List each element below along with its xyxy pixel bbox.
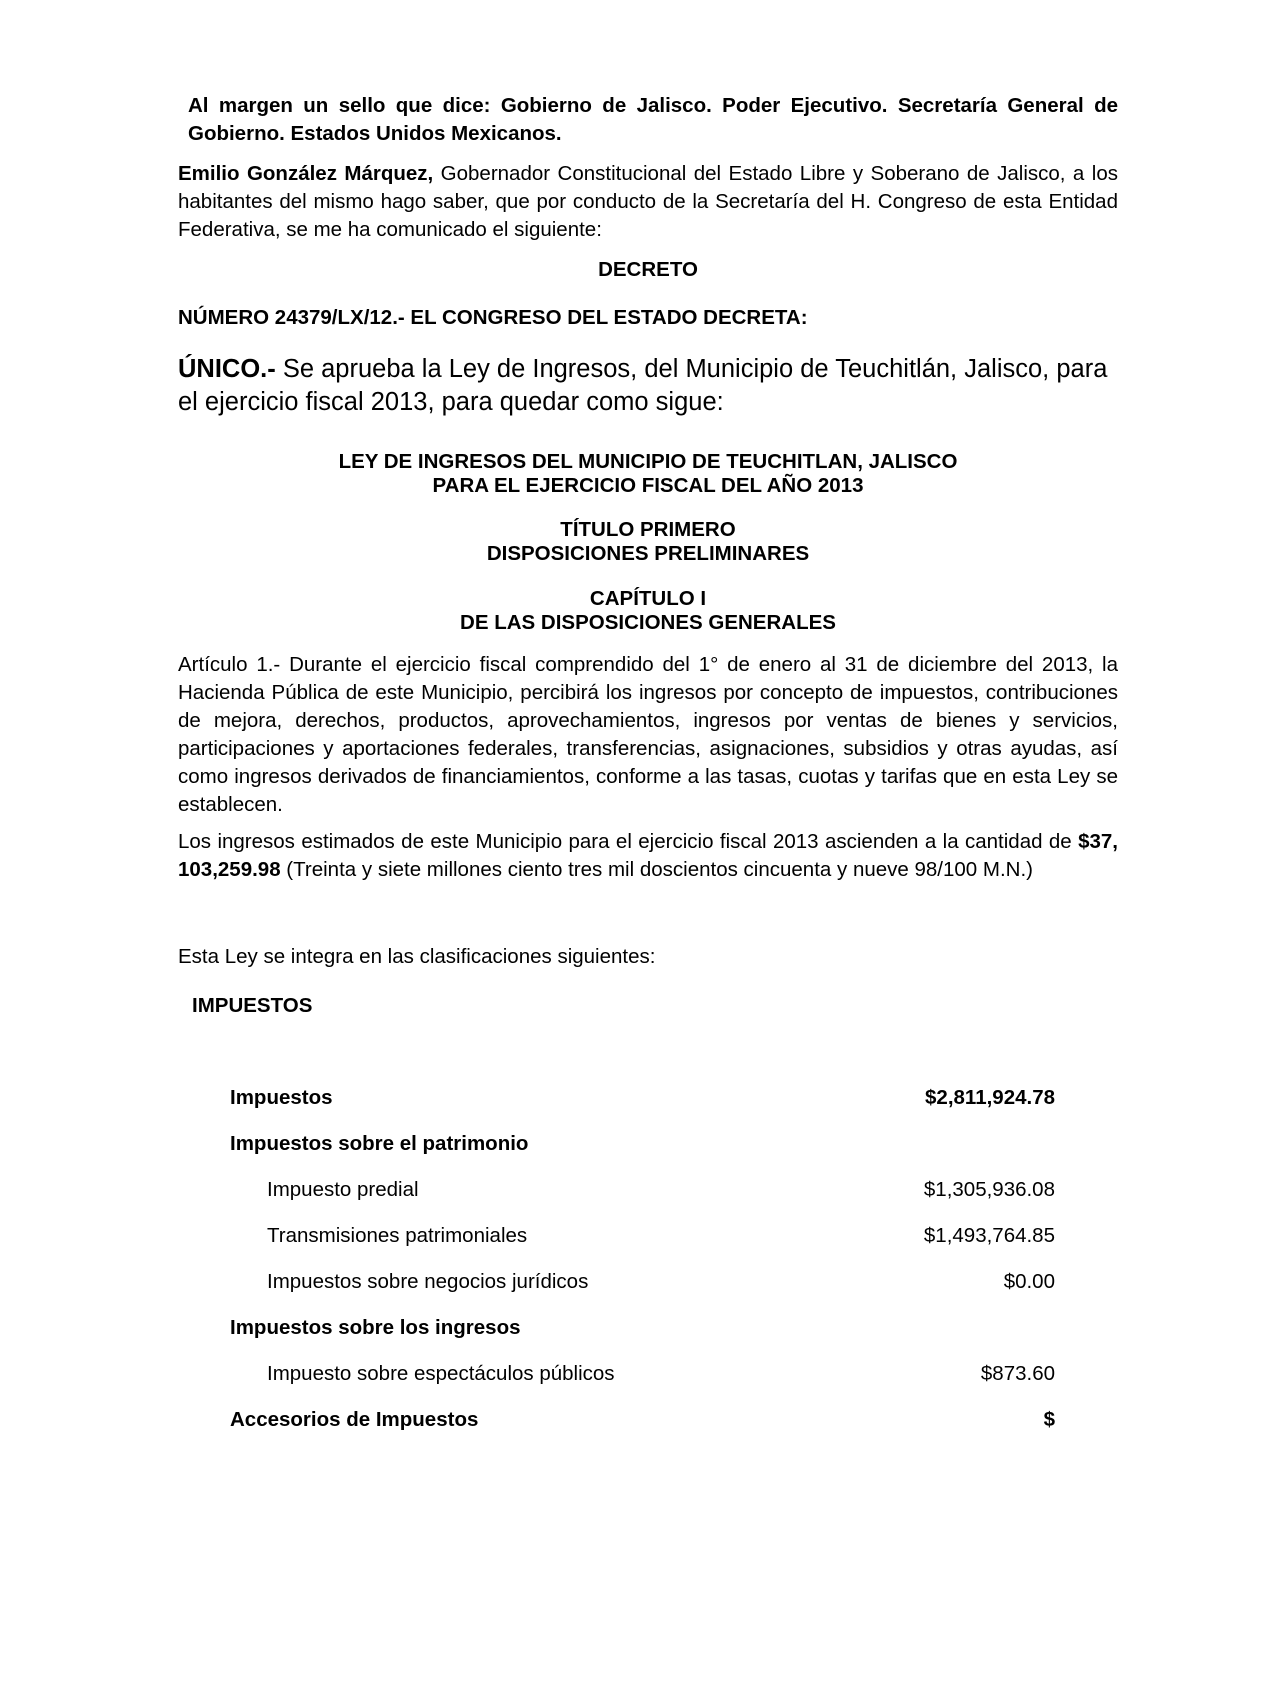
unico-text: Se aprueba la Ley de Ingresos, del Municipio de Teuchitlán, Jalisco, para el ejercicio fiscal 2013, para quedar como sigue:	[178, 355, 1108, 416]
row-label: Impuestos sobre los ingresos	[230, 1316, 521, 1339]
row-amount: $873.60	[980, 1362, 1055, 1385]
classification-intro: Esta Ley se integra en las clasificaciones siguientes:	[178, 945, 656, 968]
row-amount: $1,305,936.08	[923, 1178, 1055, 1201]
row-label: Transmisiones patrimoniales	[267, 1224, 528, 1247]
governor-text: Gobernador Constitucional del Estado Libre y Soberano de Jalisco, a los habitantes del mismo hago saber, que por conducto de la Secretaría del H. Congreso de esta Entidad Federativa, se me ha comunicado el siguiente:	[178, 162, 1118, 241]
table-row	[230, 1175, 1055, 1205]
row-amount: $	[1043, 1408, 1055, 1431]
table-row	[230, 1221, 1055, 1251]
capitulo-line1: CAPÍTULO I	[589, 587, 707, 610]
row-label: Accesorios de Impuestos	[230, 1408, 479, 1431]
row-amount: $2,811,924.78	[925, 1086, 1055, 1109]
row-label: Impuestos sobre negocios jurídicos	[267, 1270, 589, 1293]
row-label: Impuesto sobre espectáculos públicos	[267, 1362, 615, 1385]
row-label: Impuestos sobre el patrimonio	[230, 1132, 529, 1155]
titulo-line1: TÍTULO PRIMERO	[560, 518, 736, 541]
table-row	[230, 1083, 1055, 1113]
section-heading: IMPUESTOS	[192, 994, 313, 1017]
row-label: Impuestos	[230, 1086, 333, 1109]
row-label: Impuesto predial	[267, 1178, 419, 1201]
seal-note: Al margen un sello que dice: Gobierno de Jalisco. Poder Ejecutivo. Secretaría General de Gobierno. Estados Unidos Mexicanos.	[188, 94, 1118, 145]
capitulo-line2: DE LAS DISPOSICIONES GENERALES	[460, 611, 836, 634]
row-amount: $1,493,764.85	[923, 1224, 1055, 1247]
row-amount: $0.00	[1003, 1270, 1055, 1293]
unico-label: ÚNICO.-	[178, 355, 276, 383]
table-row	[230, 1359, 1055, 1389]
article-1: Artículo 1.- Durante el ejercicio fiscal comprendido del 1° de enero al 31 de diciembre del 2013, la Hacienda Pública de este Municipio, percibirá los ingresos por concepto de impuestos, contribuciones de mejora, derechos, productos, aprovechamientos, ingresos por ventas de bienes y servicios, participaciones y aportaciones federales, transferencias, asignaciones, subsidios y otras ayudas, así como ingresos derivados de financiamientos, conforme a las tasas, cuotas y tarifas que en esta Ley se establecen.	[178, 653, 1118, 816]
estimate-amount: $37, 103,259.98	[178, 830, 1118, 881]
table-row	[230, 1313, 1055, 1343]
titulo-line2: DISPOSICIONES PRELIMINARES	[486, 542, 810, 565]
table-row	[230, 1405, 1055, 1435]
decree-number: NÚMERO 24379/LX/12.- EL CONGRESO DEL ESTADO DECRETA:	[178, 306, 808, 329]
table-row	[230, 1267, 1055, 1297]
estimate-paragraph	[178, 828, 1118, 884]
governor-paragraph	[178, 160, 1118, 244]
decree-heading: DECRETO	[598, 258, 698, 281]
governor-name: Emilio González Márquez,	[178, 162, 434, 185]
estimate-words: (Treinta y siete millones ciento tres mil doscientos cincuenta y nueve 98/100 M.N.)	[280, 858, 1033, 881]
estimate-text: Los ingresos estimados de este Municipio para el ejercicio fiscal 2013 ascienden a la cantidad de	[178, 830, 1079, 853]
law-title-line1: LEY DE INGRESOS DEL MUNICIPIO DE TEUCHITLAN, JALISCO	[338, 450, 958, 473]
table-row	[230, 1129, 1055, 1159]
unico-paragraph	[178, 353, 1118, 419]
law-title-line2: PARA EL EJERCICIO FISCAL DEL AÑO 2013	[432, 474, 864, 497]
